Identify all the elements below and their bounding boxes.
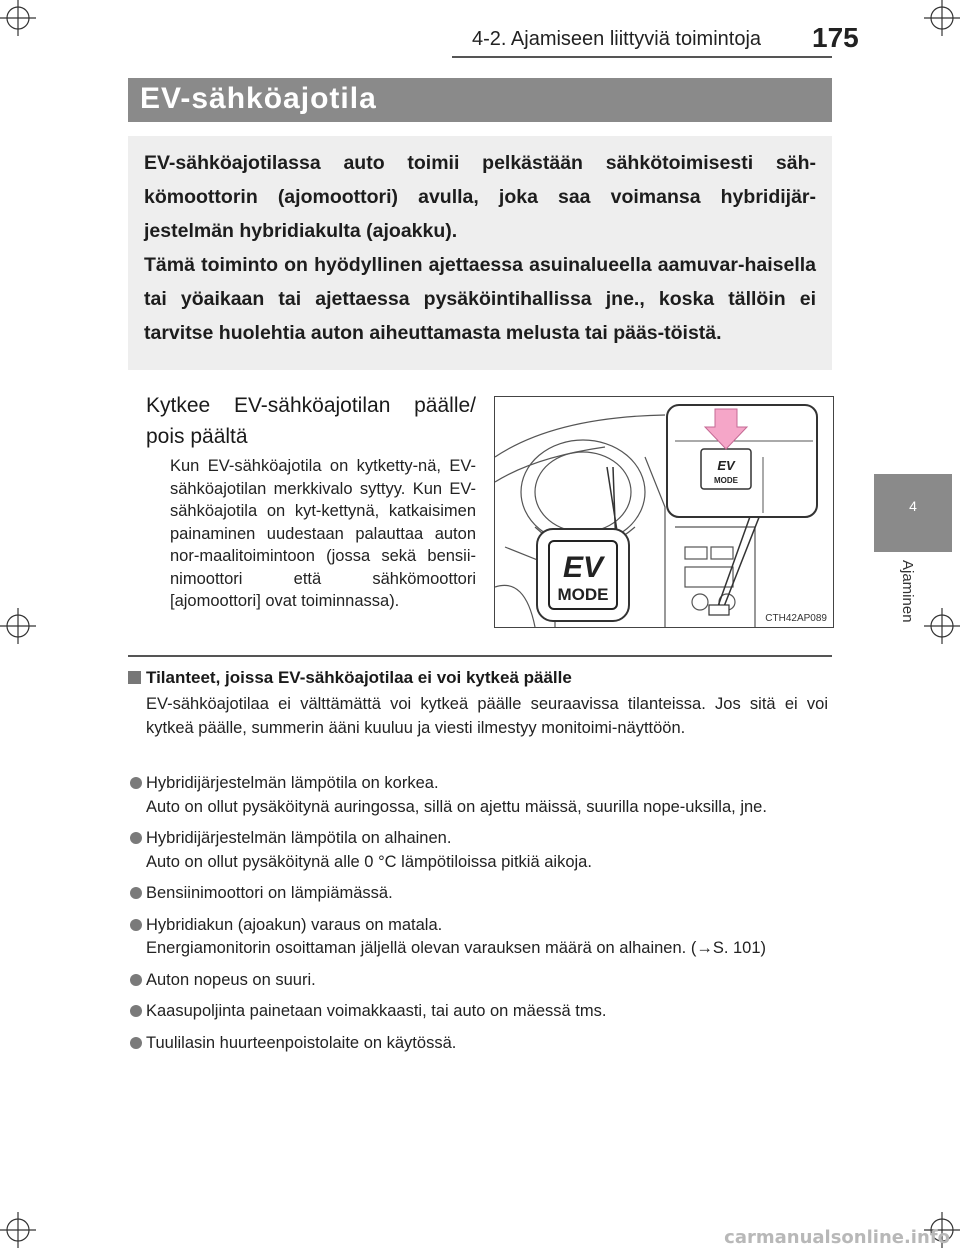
ev-mode-illustration <box>494 396 834 628</box>
list-item <box>128 914 832 961</box>
list-item <box>128 882 832 906</box>
list-item-main: Tuulilasin huurteenpoistolaite on käytössä. <box>146 1033 457 1052</box>
intro-box <box>128 136 832 370</box>
conditions-heading <box>128 668 832 688</box>
list-item-main: Hybridiakun (ajoakun) varaus on matala. <box>146 915 443 934</box>
big-button-mode-text: MODE <box>557 585 609 604</box>
list-item-main: Auton nopeus on suuri. <box>146 970 316 989</box>
figure-code: CTH42AP089 <box>765 613 827 624</box>
conditions-list <box>128 772 832 1063</box>
page-number: 175 <box>812 22 859 53</box>
list-item <box>128 1000 832 1024</box>
chapter-number: 4 <box>909 498 917 514</box>
list-item-main: Bensiinimoottori on lämpiämässä. <box>146 884 393 902</box>
list-item-main: Hybridijärjestelmän lämpötila on korkea. <box>146 774 439 792</box>
section-rule <box>128 655 832 657</box>
list-item <box>128 827 832 874</box>
registration-mark-top-right <box>924 0 960 36</box>
list-item-main: Hybridijärjestelmän lämpötila on alhainen. <box>146 829 452 847</box>
conditions-body: EV-sähköajotilaa ei välttämättä voi kytkeä päälle seuraavissa tilanteissa. Jos sitä ei voi kytkeä päälle, summerin ääni kuuluu ja viesti ilmestyy monitoimi-näyttöön. <box>146 695 828 737</box>
inset-button-ev-text: EV <box>717 458 735 473</box>
chapter-tab <box>874 474 952 552</box>
circle-bullet-icon <box>130 777 142 789</box>
registration-mark-mid-right <box>924 608 960 644</box>
circle-bullet-icon <box>130 974 142 986</box>
page-title: EV-sähköajotila <box>140 82 377 115</box>
circle-bullet-icon <box>130 919 142 931</box>
switch-heading: Kytkee EV-sähköajotilan päälle/ pois päältä <box>146 394 476 448</box>
circle-bullet-icon <box>130 1005 142 1017</box>
big-button-ev-text: EV <box>562 551 604 584</box>
registration-mark-top-left <box>0 0 36 36</box>
list-item <box>128 772 832 819</box>
watermark: carmanualsonline.info <box>724 1227 950 1248</box>
circle-bullet-icon <box>130 832 142 844</box>
switch-description: Kun EV-sähköajotila on kytketty-nä, EV-sähköajotilan merkkivalo syttyy. Kun EV-sähköajotila on kyt-kettynä, katkaisimen painaminen uudestaan palauttaa auton nor-maalitoimintoon (jossa sekä bensii-nimoottori että sähkömoottori [ajomoottori] ovat toiminnassa). <box>170 457 476 610</box>
inset-button-mode-text: MODE <box>714 476 738 485</box>
conditions-heading-text: Tilanteet, joissa EV-sähköajotilaa ei voi kytkeä päälle <box>146 668 572 687</box>
list-item-detail: Auto on ollut pysäköitynä auringossa, sillä on ajettu mäissä, suurilla nope-uksilla, jne. <box>146 797 767 816</box>
circle-bullet-icon <box>130 887 142 899</box>
dashboard-drawing <box>495 397 833 627</box>
intro-paragraph-1: EV-sähköajotilassa auto toimii pelkästään sähkötoimisesti säh-kömoottorin (ajomoottori) avulla, joka saa voimansa hybridijär-jestelmän hybridiakulta (ajoakku). <box>144 152 816 242</box>
list-item <box>128 1032 832 1056</box>
list-item-detail: Energiamonitorin osoittaman jäljellä olevan varauksen määrä on alhainen. (→S. 101) <box>146 939 767 957</box>
list-item-detail: Auto on ollut pysäköitynä alle 0 °C lämpötiloissa pitkiä aikoja. <box>146 852 592 871</box>
chapter-label: Ajaminen <box>899 560 916 623</box>
circle-bullet-icon <box>130 1037 142 1049</box>
header-rule <box>452 56 832 58</box>
intro-paragraph-2: Tämä toiminto on hyödyllinen ajettaessa asuinalueella aamuvar-haisella tai yöaikaan tai ajettaessa pysäköintihallissa jne., koska tällöin ei tarvitse huolehtia auton aiheuttamasta melusta tai pääs-töistä. <box>144 254 816 344</box>
square-bullet-icon <box>128 671 141 684</box>
section-title-bar <box>128 78 832 122</box>
list-item <box>128 969 832 993</box>
list-item-main: Kaasupoljinta painetaan voimakkaasti, tai auto on mäessä tms. <box>146 1002 607 1020</box>
registration-mark-mid-left <box>0 608 36 644</box>
running-header: 4-2. Ajamiseen liittyviä toimintoja <box>472 28 762 50</box>
registration-mark-bottom-left <box>0 1212 36 1248</box>
